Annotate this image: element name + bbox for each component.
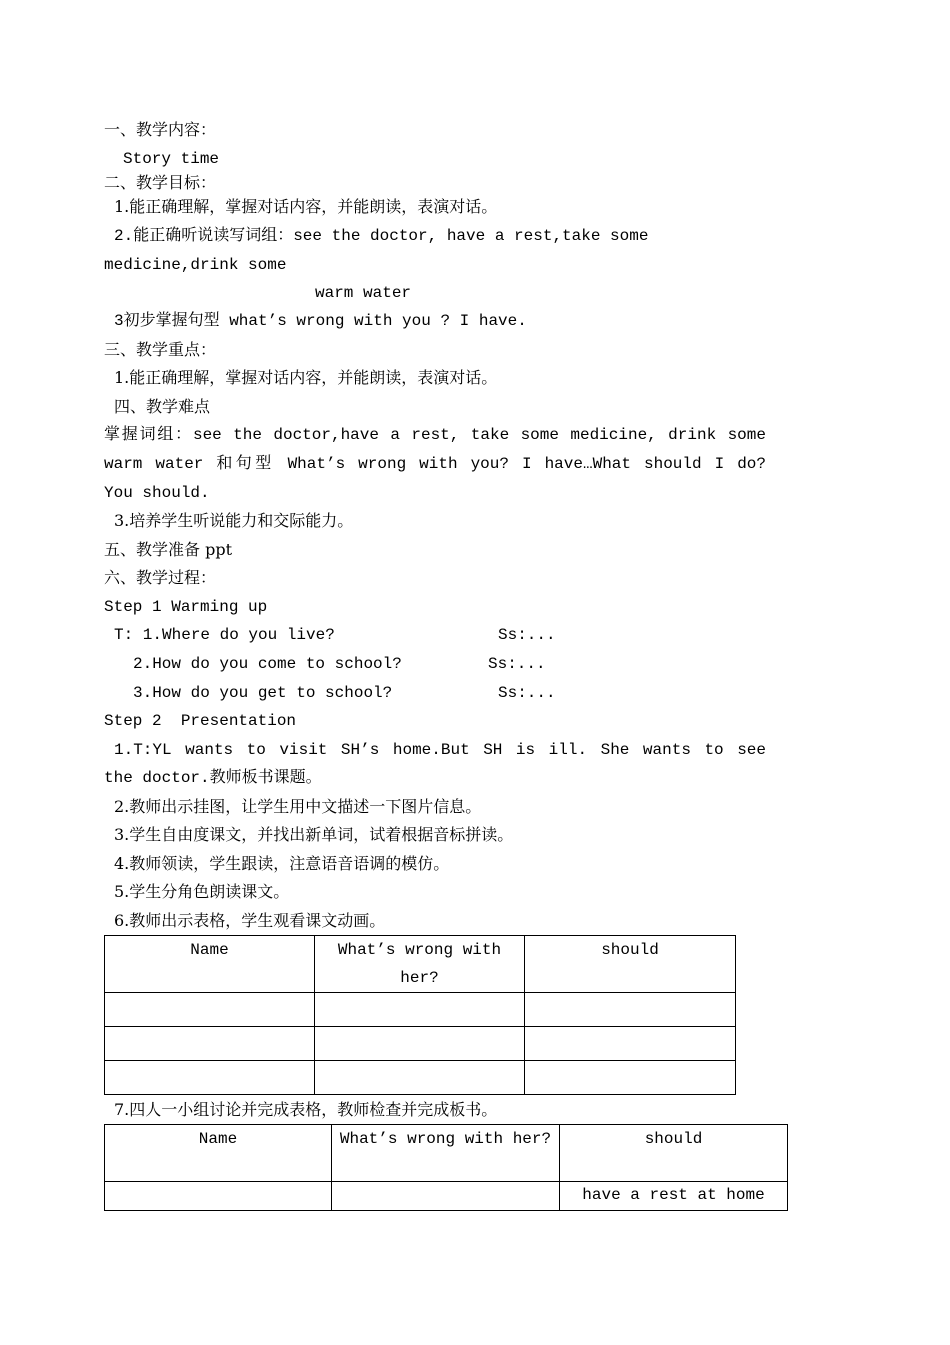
table-cell [525, 993, 736, 1027]
table-cell [315, 1061, 525, 1095]
table-row [105, 1182, 788, 1211]
table-2 [104, 1124, 788, 1211]
step-2-item-2: 2.教师出示挂图，让学生用中文描述一下图片信息。 [114, 797, 482, 816]
step-1-question-2: 2.How do you come to school? [133, 655, 402, 673]
table-row [105, 1061, 736, 1095]
table-cell [105, 1027, 315, 1061]
section-4-line-2: warm water 和句型 What’s wrong with you? I have…What should I do? [104, 455, 766, 473]
table-1-header-wrong: What’s wrong with her? [315, 936, 525, 993]
table-2-header-row [105, 1125, 788, 1182]
table-2-header-should: should [560, 1125, 788, 1182]
section-2-item-1: 1.能正确理解，掌握对话内容，并能朗读，表演对话。 [114, 197, 498, 216]
section-1-title: 一、教学内容： [104, 120, 217, 139]
table-cell [525, 1061, 736, 1095]
section-6-title: 六、教学过程： [104, 568, 217, 587]
table-cell [315, 993, 525, 1027]
section-4-item-3: 3.培养学生听说能力和交际能力。 [114, 511, 354, 530]
table-cell [105, 1182, 332, 1211]
table-1-header-should: should [525, 936, 736, 993]
step-1-question-1: T: 1.Where do you live? [114, 626, 335, 644]
table-1 [104, 935, 736, 1095]
step-1-title: Step 1 Warming up [104, 598, 268, 616]
section-2-item-3: 3初步掌握句型 what’s wrong with you ? I have. [114, 312, 527, 330]
section-3-item-1: 1.能正确理解，掌握对话内容，并能朗读，表演对话。 [114, 368, 498, 387]
section-2-item-2-line-2: medicine,drink some [104, 256, 287, 274]
section-2-item-2-line-1: 2.能正确听说读写词组：see the doctor, have a rest,take some [114, 227, 649, 245]
section-2-title: 二、教学目标： [104, 173, 217, 192]
step-1-question-3: 3.How do you get to school? [133, 684, 393, 702]
table-cell [315, 1027, 525, 1061]
step-2-item-5: 5.学生分角色朗读课文。 [114, 882, 290, 901]
section-1-text: Story time [123, 150, 220, 168]
section-5-title: 五、教学准备 ppt [104, 540, 233, 559]
table-2-header-wrong: What’s wrong with her? [332, 1125, 560, 1182]
table-cell [105, 1061, 315, 1095]
table-1-header-row [105, 936, 736, 993]
table-cell: have a rest at home [560, 1182, 788, 1211]
table-1-header-name: Name [105, 936, 315, 993]
section-4-title: 四、教学难点 [114, 397, 211, 416]
table-cell [332, 1182, 560, 1211]
table-row [105, 1027, 736, 1061]
section-2-item-2-line-3: warm water [315, 284, 412, 302]
table-row [105, 993, 736, 1027]
step-1-answer-2: Ss:... [488, 655, 546, 673]
step-2-item-1-line-1: 1.T:YL wants to visit SH’s home.But SH is ill. She wants to see [114, 741, 766, 759]
step-2-title: Step 2 Presentation [104, 712, 297, 730]
table-cell [525, 1027, 736, 1061]
section-3-title: 三、教学重点： [104, 340, 217, 359]
table-2-header-name: Name [105, 1125, 332, 1182]
section-4-line-1: 掌握词组：see the doctor,have a rest, take some medicine, drink some [104, 426, 766, 444]
step-2-item-1-line-2: the doctor.教师板书课题。 [104, 769, 322, 787]
step-2-item-3: 3.学生自由度课文，并找出新单词，试着根据音标拼读。 [114, 825, 514, 844]
step-1-answer-1: Ss:... [498, 626, 556, 644]
step-2-item-4: 4.教师领读，学生跟读，注意语音语调的模仿。 [114, 854, 450, 873]
table-cell [105, 993, 315, 1027]
step-2-item-7: 7.四人一小组讨论并完成表格，教师检查并完成板书。 [114, 1100, 498, 1119]
step-2-item-6: 6.教师出示表格，学生观看课文动画。 [114, 911, 386, 930]
section-4-line-3: You should. [104, 484, 210, 502]
step-1-answer-3: Ss:... [498, 684, 556, 702]
